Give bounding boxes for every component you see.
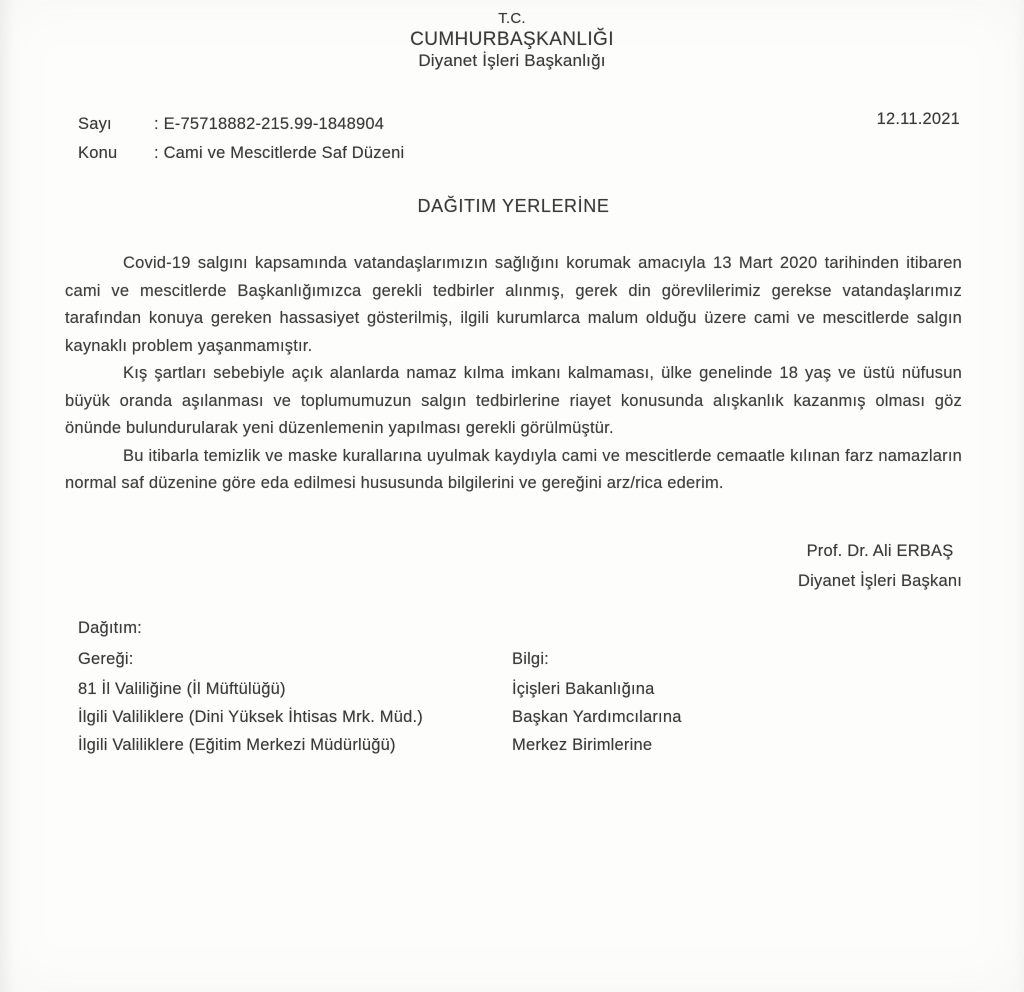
geregi-item-3: İlgili Valiliklere (Eğitim Merkezi Müdürlüğü) <box>78 736 396 754</box>
meta-row-konu <box>78 139 404 168</box>
konu-label: Konu <box>78 144 118 162</box>
konu-value: : Cami ve Mescitlerde Saf Düzeni <box>154 144 405 162</box>
sayi-label: Sayı <box>78 115 112 133</box>
letter-body <box>65 250 962 498</box>
distribution-heading: Dağıtım: <box>78 619 142 637</box>
bilgi-item-3: Merkez Birimlerine <box>512 736 653 754</box>
geregi-label: Gereği: <box>78 650 134 668</box>
sayi-value: : E-75718882-215.99-1848904 <box>154 115 385 133</box>
letterhead-directorate: Diyanet İşleri Başkanlığı <box>418 51 606 70</box>
signature-block <box>798 536 962 596</box>
geregi-item-1: 81 İl Valiliğine (İl Müftülüğü) <box>78 680 286 698</box>
document-meta <box>78 110 404 168</box>
letterhead <box>0 8 1024 71</box>
body-paragraph-1: Covid-19 salgını kapsamında vatandaşlarımızın sağlığını korumak amacıyla 13 Mart 2020 tarihinden itibaren cami ve mescitlerde Başkanlığımızca gerekli tedbirler alınmış, gerek din görevlilerimiz gerekse vatandaşlarımız tarafından konuya gereken hassasiyet gösterilmiş, ilgili kurumlarca malum olduğu üzere cami ve mescitlerde salgın kaynaklı problem yaşanmamıştır. <box>65 254 962 355</box>
bilgi-item-2: Başkan Yardımcılarına <box>512 708 682 726</box>
distribution-section <box>78 614 962 759</box>
recipient-heading: DAĞITIM YERLERİNE <box>417 196 610 216</box>
document-date: 12.11.2021 <box>876 110 960 128</box>
signatory-title: Diyanet İşleri Başkanı <box>798 572 962 590</box>
bilgi-label: Bilgi: <box>512 650 549 668</box>
letterhead-state-abbrev: T.C. <box>498 10 526 27</box>
body-paragraph-3: Bu itibarla temizlik ve maske kurallarına uyulmak kaydıyla cami ve mescitlerde cemaatle kılınan farz namazların normal saf düzenine göre eda edilmesi hususunda bilgilerini ve gereğini arz/rica ederim. <box>65 446 962 492</box>
letterhead-presidency: CUMHURBAŞKANLIĞI <box>410 29 614 50</box>
bilgi-item-1: İçişleri Bakanlığına <box>512 680 655 698</box>
distribution-columns <box>78 645 962 759</box>
signatory-name: Prof. Dr. Ali ERBAŞ <box>806 542 954 560</box>
geregi-item-2: İlgili Valiliklere (Dini Yüksek İhtisas Mrk. Müd.) <box>78 708 423 726</box>
body-paragraph-2: Kış şartları sebebiyle açık alanlarda namaz kılma imkanı kalmaması, ülke genelinde 18 yaş ve üstü nüfusun büyük oranda aşılanması ve toplumumuzun salgın tedbirlerine riayet konusunda alışkanlık kazanmış olması göz önünde bulundurularak yeni düzenlemenin yapılması gerekli görülmüştür. <box>65 364 962 437</box>
distribution-bilgi-column <box>512 645 962 759</box>
distribution-geregi-column <box>78 645 512 759</box>
meta-row-sayi <box>78 110 404 139</box>
